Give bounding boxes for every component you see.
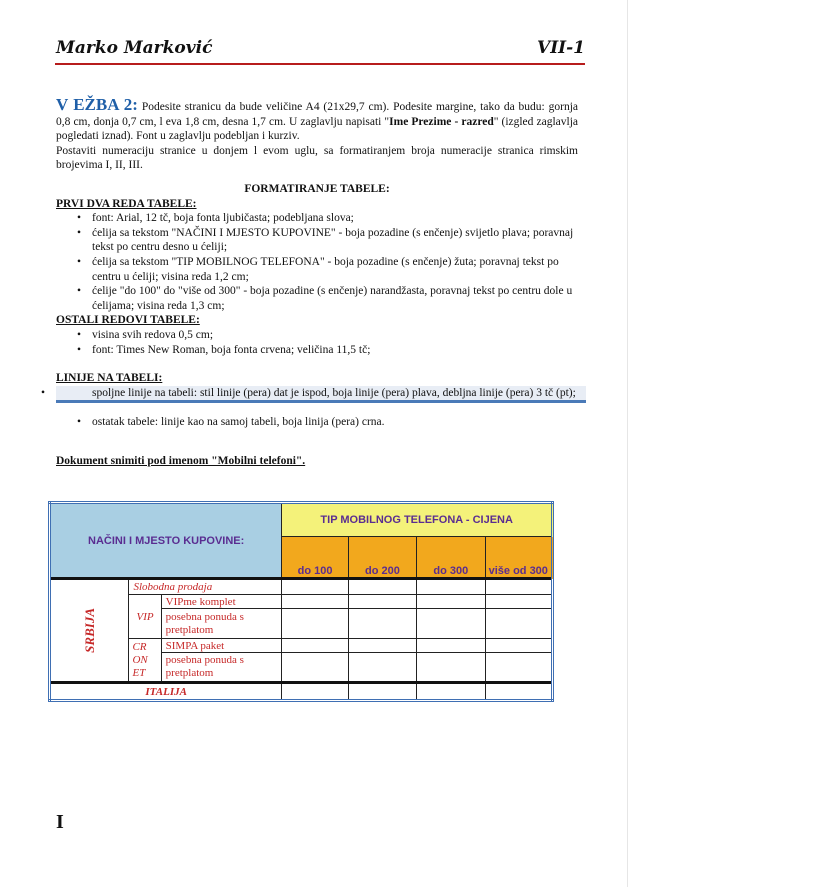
header-rule [55,63,585,65]
table-cell [485,683,552,701]
list-item: • font: Arial, 12 tč, boja fonta ljubičasta; podebljana slova; [92,211,578,226]
price-col: do 300 [433,565,469,577]
cronet-label: CR ON ET [132,640,148,679]
vip-item: VIPme komplet [165,595,236,608]
table-cell [282,609,348,639]
table-cell [348,579,416,595]
exercise-paragraph [56,95,578,144]
vip-item-cell [161,609,282,639]
list-item: • ostatak tabele: linije kao na samoj tabeli, boja linija (pera) crna. [92,415,578,430]
cronet-item: SIMPA paket [165,639,225,652]
table-cell [348,639,416,653]
section-first-rows-title: PRVI DVA REDA TABELE: [56,197,197,210]
italija-cell [50,683,282,701]
price-col: do 200 [365,565,400,577]
page-number: I [56,811,64,833]
list-item [56,386,586,404]
price-col-cell [348,537,416,579]
country-italija: ITALIJA [145,685,187,698]
cronet-cell [129,639,161,683]
table-cell [348,653,416,683]
section-other-rows-list [56,328,578,357]
table-cell [348,683,416,701]
price-col-cell [417,537,485,579]
vip-label: VIP [136,610,154,623]
list-item: • font: Times New Roman, boja fonta crvena; veličina 11,5 tč; [92,343,578,358]
country-cell [50,579,129,683]
country-srbija: SRBIJA [81,608,97,653]
table-cell [485,653,552,683]
cronet-item-cell [161,653,282,683]
method-header: NAČINI I MJESTO KUPOVINE: [88,534,245,547]
table-cell [282,683,348,701]
exercise-text-1: Podesite stranicu da bude veličine A4 (21x29,7 cm). Podesite margine, tako da budu: gornja 0,8 cm, donja 0,7 cm, l eva 1,8 cm, desna 1,7 cm. U zaglavlju napisati " [56,101,578,128]
type-header: TIP MOBILNOG TELEFONA - CIJENA [320,514,513,526]
table-cell [282,653,348,683]
table-cell [417,595,485,609]
section-lines-title: LINIJE NA TABELI: [56,372,163,385]
method-header-cell [50,503,282,579]
free-sale: Slobodna prodaja [133,581,213,593]
free-sale-cell [129,579,282,595]
vip-item: posebna ponuda s pretplatom [165,610,244,636]
section-other-rows-title: OSTALI REDOVI TABELE: [56,314,200,327]
header-name: Marko Marković [56,38,213,58]
exercise-text-2: " (izgled zaglavlja pogledati iznad). Font u zaglavlju podebljan i kurziv. [56,115,578,143]
table-cell [417,639,485,653]
list-item: • ćelije "do 100" do "više od 300" - boja pozadine (s enčenje) narandžasta, poravnaj tekst po centru dole u ćelijama; visina reda 1,3 cm; [92,284,578,313]
exercise-paragraph-2: Postaviti numeraciju stranice u donjem l evom uglu, sa formatiranjem broja numeracije stranica rimskim brojevima I, II, III. [56,144,578,172]
price-col: do 100 [297,565,333,577]
price-col-cell [282,537,348,579]
document-body [56,95,578,468]
exercise-title: V EŽBA 2: [56,95,138,114]
exercise-text-bold: Ime Prezime - razred [389,115,494,128]
price-col-cell [485,537,552,579]
phone-price-table [48,501,554,702]
save-note: Dokument snimiti pod imenom "Mobilni telefoni". [56,454,306,467]
table-cell [417,683,485,701]
table-cell [282,595,348,609]
price-col: više od 300 [488,565,548,577]
section-first-rows-list [56,211,578,313]
header-code: VII-1 [537,38,585,58]
list-item-text: spoljne linije na tabeli: stil linije (pera) dat je ispod, boja linije (pera) plava, debljna linije (pera) 3 tč (pt); [92,386,576,399]
table-cell [485,595,552,609]
vip-item-cell [161,595,282,609]
table-cell [348,609,416,639]
table-cell [417,609,485,639]
cronet-item: posebna ponuda s pretplatom [165,654,244,679]
table-cell [282,579,348,595]
cronet-item-cell [161,639,282,653]
table-cell [282,639,348,653]
list-item: • ćelija sa tekstom "TIP MOBILNOG TELEFONA" - boja pozadine (s enčenje) žuta; poravnaj tekst po centru u ćeliji; visina reda 1,2 cm; [92,255,578,284]
table-cell [485,579,552,595]
section-lines-list [56,386,578,430]
table-cell [348,595,416,609]
list-item: • visina svih redova 0,5 cm; [92,328,578,343]
list-item: • ćelija sa tekstom "NAČINI I MJESTO KUPOVINE" - boja pozadine (s enčenje) svijetlo plava; poravnaj tekst po centru desno u ćeliji; [92,226,578,255]
table-cell [485,609,552,639]
table-cell [485,639,552,653]
table-cell [417,653,485,683]
table-cell [417,579,485,595]
vip-cell [129,595,161,639]
type-header-cell [282,503,553,537]
format-title: FORMATIRANJE TABELE: [244,182,390,195]
